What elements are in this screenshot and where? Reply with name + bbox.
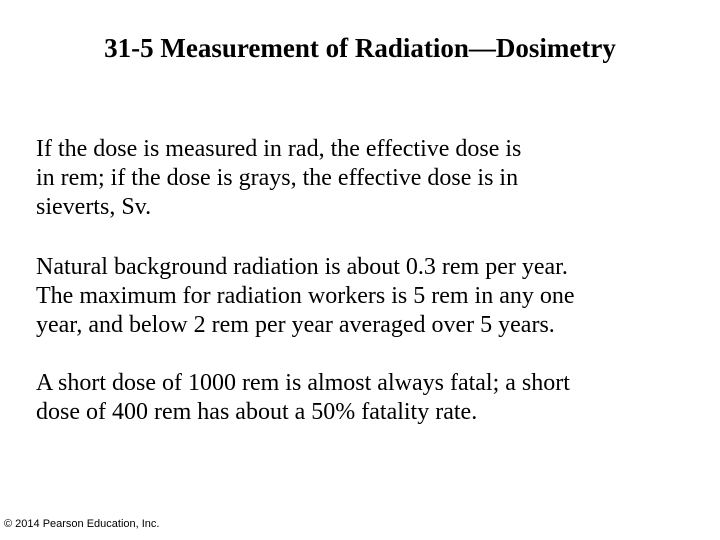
body-paragraph-background-radiation: [36, 253, 696, 340]
paragraph-line: Natural background radiation is about 0.3 rem per year.: [36, 254, 568, 280]
slide-title: 31-5 Measurement of Radiation—Dosimetry: [104, 33, 616, 63]
paragraph-line: If the dose is measured in rad, the effective dose is: [36, 136, 522, 162]
paragraph-line: sieverts, Sv.: [36, 194, 152, 220]
body-paragraph-fatal-dose: [36, 369, 696, 427]
paragraph-line: dose of 400 rem has about a 50% fatality rate.: [36, 399, 478, 425]
paragraph-line: in rem; if the dose is grays, the effective dose is in: [36, 165, 519, 191]
body-paragraph-dose-units: [36, 135, 696, 222]
paragraph-line: year, and below 2 rem per year averaged over 5 years.: [36, 312, 555, 338]
copyright-footer: © 2014 Pearson Education, Inc.: [4, 518, 160, 530]
paragraph-line: A short dose of 1000 rem is almost always fatal; a short: [36, 370, 570, 396]
paragraph-line: The maximum for radiation workers is 5 rem in any one: [36, 283, 575, 309]
